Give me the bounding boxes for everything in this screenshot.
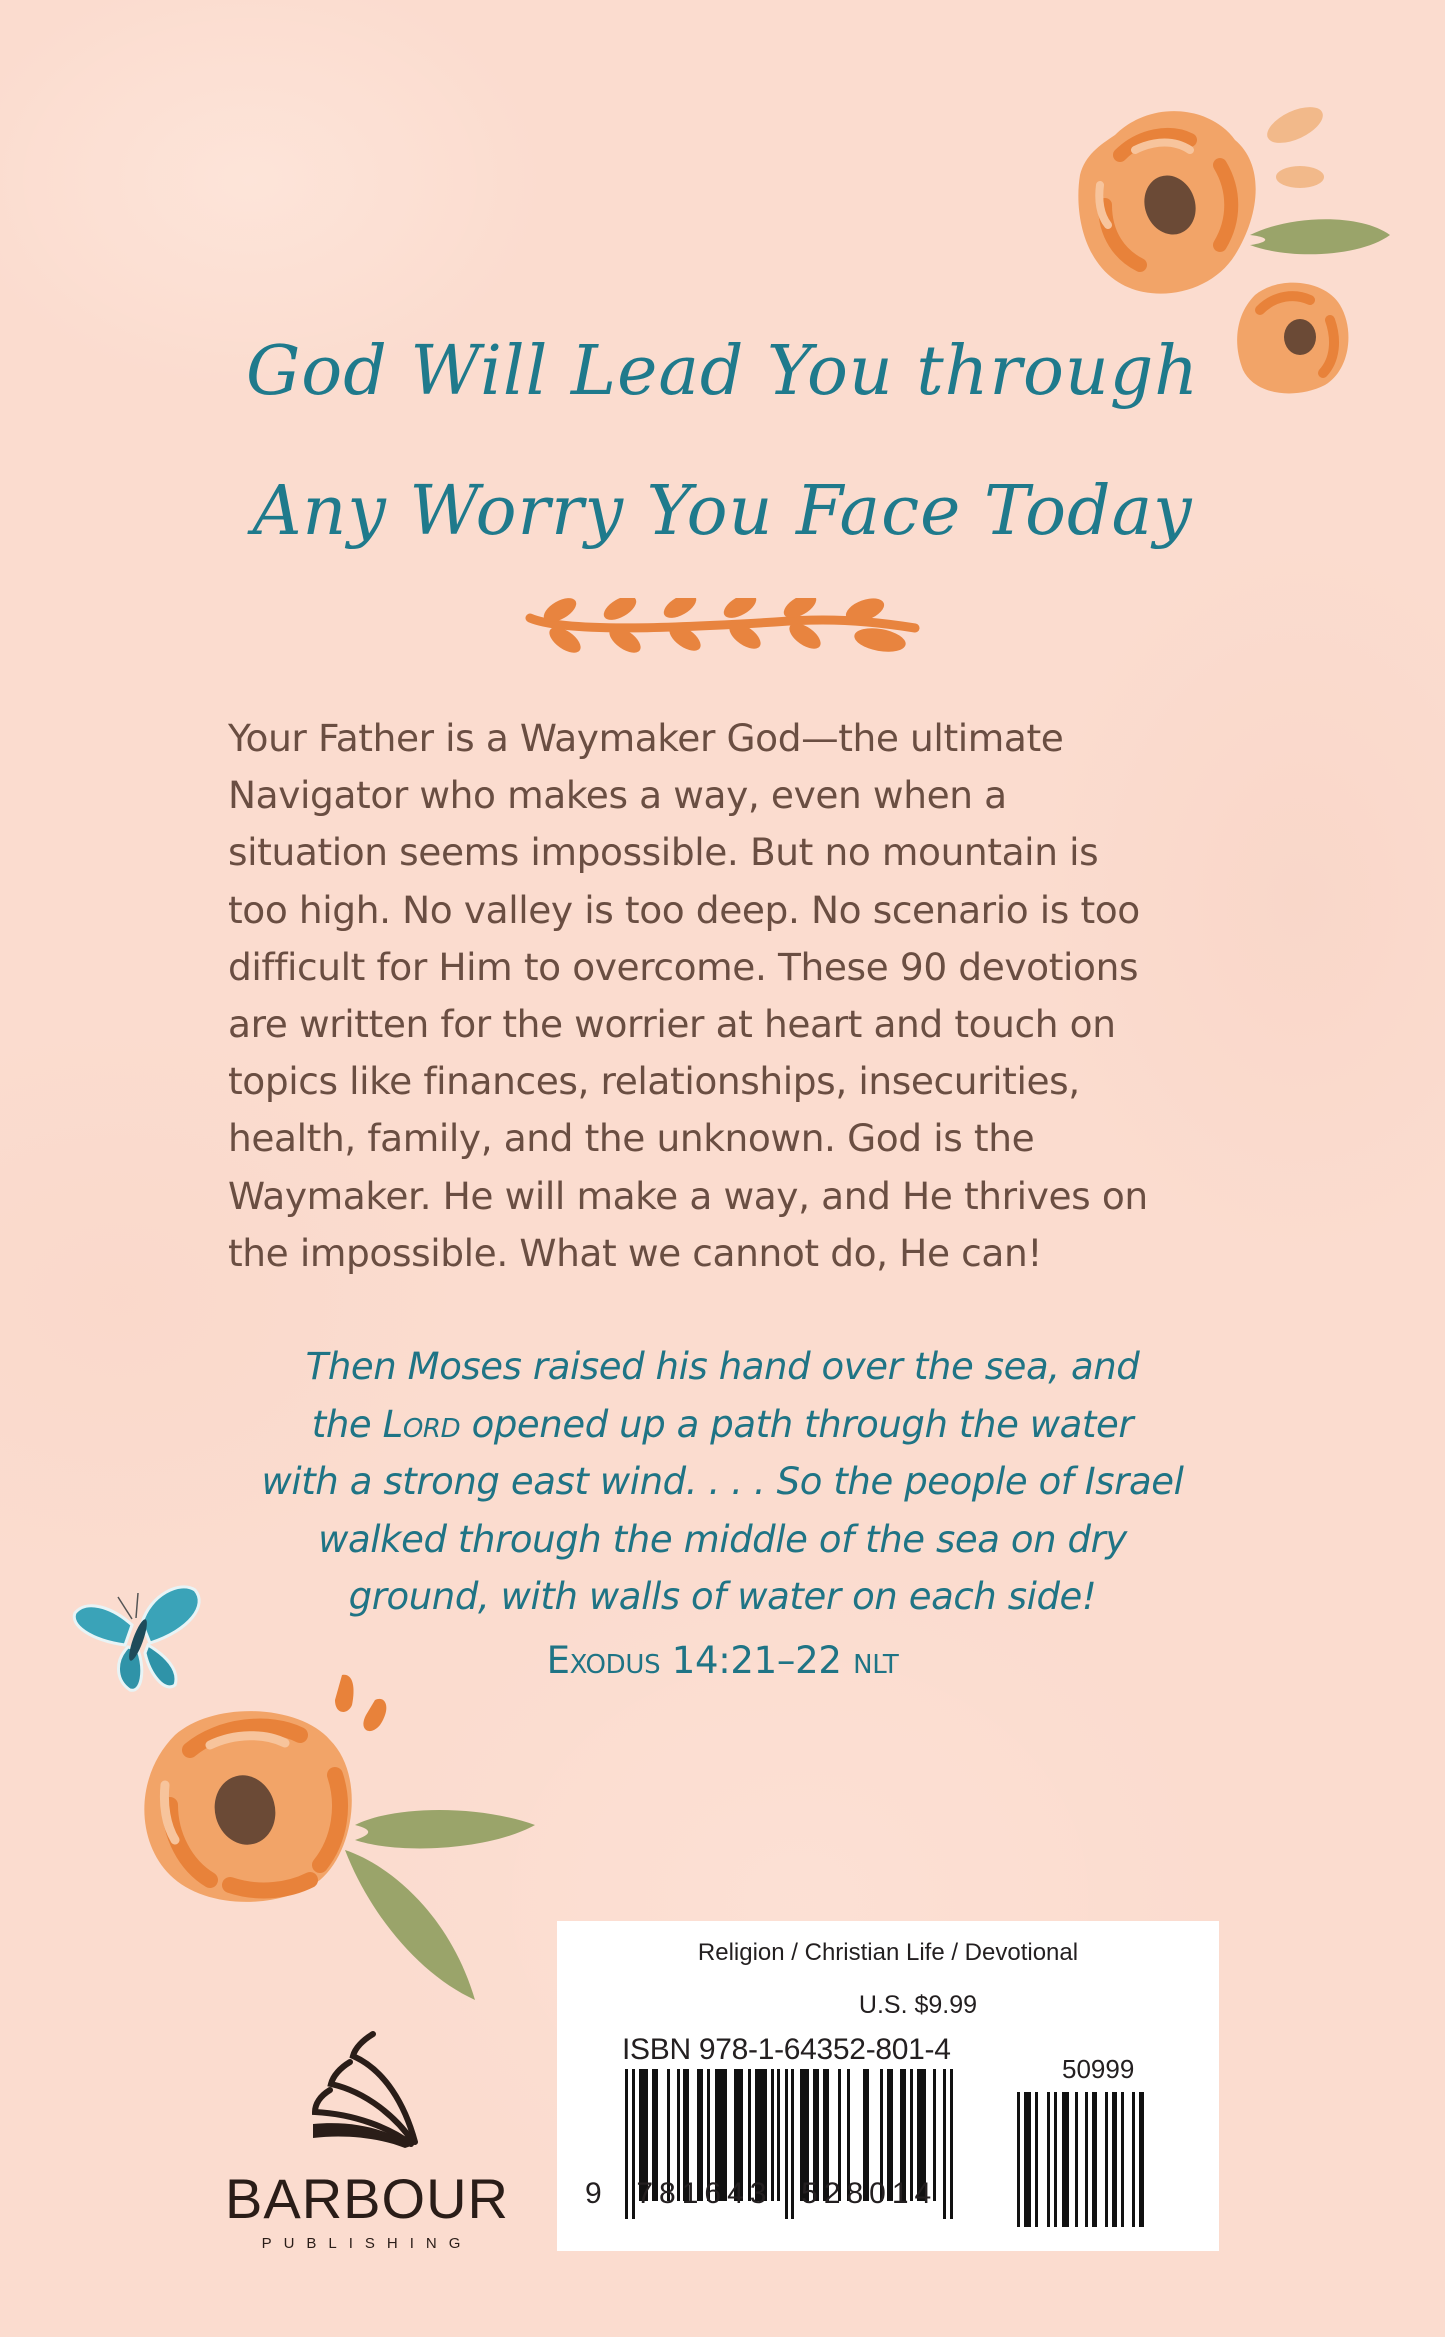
cover-title-line-1: God Will Lead You through	[245, 332, 1200, 411]
verse-lord: Lord	[382, 1402, 461, 1446]
leaf-icon	[1250, 219, 1390, 254]
ean-digits: 9 781643 528014	[585, 2177, 938, 2210]
description-line: too high. No valley is too deep. No scenario is too	[228, 887, 1140, 932]
cover-title-line-2: Any Worry You Face Today	[252, 472, 1193, 551]
description-line: difficult for Him to overcome. These 90 devotions	[228, 944, 1139, 989]
book-category: Religion / Christian Life / Devotional	[697, 1939, 1079, 1966]
leaf-icon	[355, 1810, 535, 1848]
verse-line: ground, with walls of water on each side!	[348, 1575, 1097, 1618]
addon-barcode-icon	[1017, 2092, 1157, 2227]
description-paragraph	[228, 710, 1238, 1282]
petal-accent	[363, 1699, 386, 1731]
laurel-divider-icon	[525, 598, 920, 668]
description-line: situation seems impossible. But no mountain is	[228, 830, 1099, 875]
publisher-subtitle: PUBLISHING	[261, 2235, 473, 2252]
isbn-text: ISBN 978-1-64352-801-4	[622, 2033, 951, 2066]
verse-text: opened up a path through the water	[460, 1402, 1134, 1446]
price-addon-number: 50999	[1062, 2054, 1135, 2084]
verse-line: with a strong east wind. . . . So the people of Israel	[261, 1460, 1184, 1503]
barcode-label	[557, 1921, 1219, 2251]
description-line: health, family, and the unknown. God is the	[228, 1116, 1035, 1161]
verse-line: walked through the middle of the sea on dry	[318, 1517, 1127, 1561]
description-line: Navigator who makes a way, even when a	[228, 773, 1007, 818]
reference-version: nlt	[853, 1639, 899, 1682]
flower-icon	[1078, 111, 1255, 294]
publisher-name: BARBOUR	[225, 2167, 509, 2230]
verse-line: Then Moses raised his hand over the sea, and	[305, 1345, 1140, 1388]
petal-accent	[335, 1675, 354, 1712]
description-line: Your Father is a Waymaker God—the ultimate	[228, 716, 1064, 760]
description-line: are written for the worrier at heart and touch on	[228, 1002, 1116, 1047]
scripture-quote	[200, 1338, 1245, 1626]
petal-accent	[1276, 166, 1324, 188]
leaf-icon	[345, 1850, 475, 2000]
reference-book: Exodus	[546, 1639, 661, 1682]
verse-text: the	[311, 1402, 383, 1446]
flower-cluster-bottom-left	[130, 1665, 550, 2010]
description-line: topics like finances, relationships, insecurities,	[228, 1059, 1080, 1104]
publisher-logo-icon	[305, 2030, 435, 2150]
description-line: the impossible. What we cannot do, He can!	[228, 1230, 1042, 1275]
petal-accent	[1262, 100, 1328, 151]
reference-chapter: 14:21–22	[660, 1639, 854, 1682]
flower-icon	[144, 1711, 351, 1902]
book-price: U.S. $9.99	[858, 1991, 978, 2019]
description-line: Waymaker. He will make a way, and He thrives on	[228, 1173, 1148, 1218]
verse-line	[200, 1396, 1245, 1454]
